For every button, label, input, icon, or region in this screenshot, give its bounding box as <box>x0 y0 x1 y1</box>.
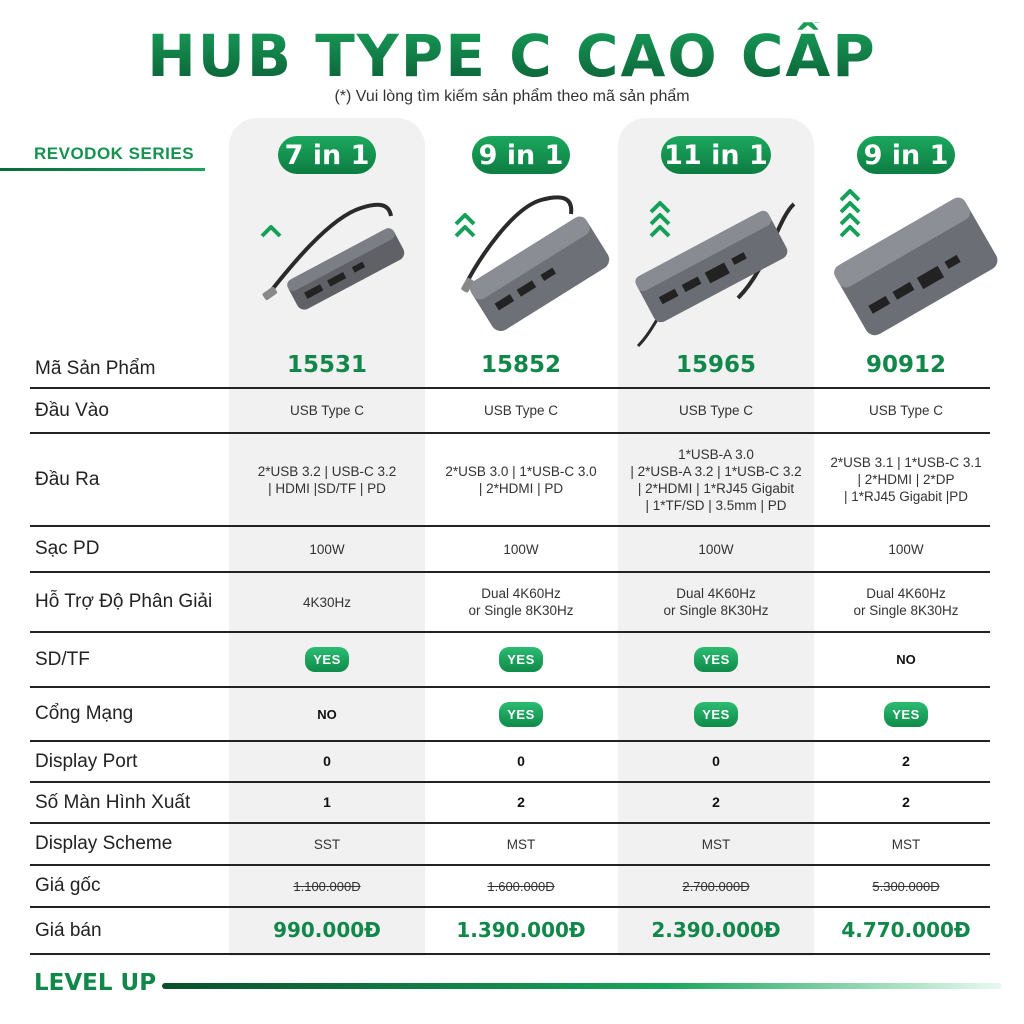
cell-displayport-2: 0 <box>517 753 525 769</box>
product-code-3: 15965 <box>675 352 757 378</box>
series-label: REVODOK SERIES <box>34 144 195 163</box>
cell-original_price-2 <box>423 866 619 906</box>
cell-network-1 <box>229 688 425 740</box>
cell-sale_price-1: 990.000Đ <box>273 918 381 942</box>
cell-output-3 <box>618 434 814 525</box>
cell-screens-2: 2 <box>517 794 525 810</box>
page-title: HUB TYPE C CAO CẤP <box>0 22 1024 90</box>
row-label-resolution: Hỗ Trợ Độ Phân Giải <box>35 591 213 612</box>
cell-lines <box>663 585 768 619</box>
cell-line: or Single 8K30Hz <box>663 603 769 618</box>
row-divider <box>30 953 990 955</box>
yes-badge: YES <box>694 647 738 672</box>
cell-pd-1: 100W <box>309 541 345 557</box>
product-badge-2: 9 in 1 <box>472 136 570 174</box>
cell-output-2 <box>423 434 619 525</box>
row-label-output: Đầu Ra <box>35 468 100 490</box>
product-code-2: 15852 <box>480 352 562 378</box>
cell-line: 2*USB 3.0 | 1*USB-C 3.0 <box>445 463 597 479</box>
cell-resolution-4 <box>808 573 1004 631</box>
original-price: 5.300.000Đ <box>872 878 940 894</box>
cell-input-1: USB Type C <box>289 403 365 418</box>
cell-line: | HDMI |SD/TF | PD <box>268 480 386 496</box>
cell-lines <box>830 454 981 505</box>
cell-line: | 2*HDMI | 2*DP <box>857 472 955 487</box>
row-label-scheme: Display Scheme <box>35 833 173 854</box>
original-price: 1.600.000Đ <box>487 878 555 894</box>
cell-sale_price-3: 2.390.000Đ <box>651 918 781 942</box>
cell-sale_price-4: 4.770.000Đ <box>841 918 971 942</box>
cell-lines <box>468 585 573 619</box>
cell-pd-4: 100W <box>888 541 924 557</box>
cell-scheme-3: MST <box>701 836 731 852</box>
no-label: NO <box>317 706 337 722</box>
cell-line: 1*USB-A 3.0 <box>678 446 754 462</box>
cell-line: 2*USB 3.1 | 1*USB-C 3.1 <box>830 455 982 470</box>
cell-output-4 <box>808 434 1004 525</box>
product-code-4: 90912 <box>865 352 947 378</box>
cell-sdtf-4 <box>808 633 1004 686</box>
cell-network-2 <box>423 688 619 740</box>
no-label: NO <box>896 652 916 667</box>
cell-network-3 <box>618 688 814 740</box>
cell-original_price-4 <box>808 866 1004 906</box>
row-label-screens: Số Màn Hình Xuất <box>35 791 191 813</box>
product-badge-4: 9 in 1 <box>857 136 955 174</box>
original-price: 1.100.000Đ <box>293 878 361 894</box>
row-label-displayport: Display Port <box>35 750 138 772</box>
cell-line: Dual 4K60Hz <box>676 586 756 601</box>
row-label-network: Cổng Mạng <box>35 703 134 724</box>
cell-line: | 1*RJ45 Gigabit |PD <box>843 489 969 504</box>
cell-resolution-2 <box>423 573 619 631</box>
level-chevron-icon <box>648 188 672 249</box>
cell-scheme-4: MST <box>891 836 921 852</box>
row-label-pd: Sạc PD <box>35 538 100 559</box>
cell-input-3: USB Type C <box>678 403 754 418</box>
cell-lines <box>853 585 958 619</box>
cell-screens-4: 2 <box>902 794 910 810</box>
cell-pd-3: 100W <box>698 541 734 557</box>
footer-line <box>162 983 1002 989</box>
cell-original_price-3 <box>618 866 814 906</box>
cell-displayport-3: 0 <box>712 753 720 769</box>
cell-line: 4K30Hz <box>302 594 352 610</box>
cell-line: | 2*USB-A 3.2 | 1*USB-C 3.2 <box>630 463 802 479</box>
row-label-sale_price: Giá bán <box>35 919 102 941</box>
level-chevron-icon <box>453 188 477 249</box>
product-badge-1: 7 in 1 <box>278 136 376 174</box>
cell-line: Dual 4K60Hz <box>481 586 561 601</box>
row-label-sdtf: SD/TF <box>35 648 90 670</box>
cell-screens-3: 2 <box>712 794 720 810</box>
cell-line: | 2*HDMI | PD <box>478 480 564 496</box>
yes-badge: YES <box>694 702 738 727</box>
cell-sdtf-2 <box>423 633 619 686</box>
cell-displayport-1: 0 <box>323 753 331 769</box>
cell-line: | 2*HDMI | 1*RJ45 Gigabit <box>637 480 795 496</box>
yes-badge: YES <box>499 647 543 672</box>
cell-line: 2*USB 3.2 | USB-C 3.2 <box>257 463 397 479</box>
level-chevron-icon <box>838 188 862 249</box>
series-underline <box>0 168 205 171</box>
cell-line: or Single 8K30Hz <box>468 603 574 618</box>
cell-lines <box>303 594 351 611</box>
cell-lines <box>445 463 596 497</box>
product-badge-3: 11 in 1 <box>661 136 771 174</box>
yes-badge: YES <box>305 647 349 672</box>
yes-badge: YES <box>884 702 928 727</box>
cell-network-4 <box>808 688 1004 740</box>
page-subtitle: (*) Vui lòng tìm kiếm sản phẩm theo mã sản phẩm <box>334 88 690 105</box>
cell-scheme-1: SST <box>313 836 341 852</box>
cell-line: | 1*TF/SD | 3.5mm | PD <box>645 497 787 513</box>
cell-displayport-4: 2 <box>902 753 910 769</box>
cell-original_price-1 <box>229 866 425 906</box>
row-label-original_price: Giá gốc <box>35 875 101 896</box>
cell-pd-2: 100W <box>503 541 539 557</box>
cell-input-4: USB Type C <box>868 403 944 418</box>
cell-resolution-1 <box>229 573 425 631</box>
row-label-code: Mã Sản Phẩm <box>35 358 156 379</box>
cell-output-1 <box>229 434 425 525</box>
cell-lines <box>258 463 397 497</box>
cell-lines <box>630 446 801 514</box>
cell-line: or Single 8K30Hz <box>853 603 959 618</box>
original-price: 2.700.000Đ <box>682 878 750 894</box>
cell-line: Dual 4K60Hz <box>866 586 946 601</box>
footer-label: LEVEL UP <box>34 970 157 996</box>
cell-screens-1: 1 <box>323 794 331 810</box>
cell-sale_price-2: 1.390.000Đ <box>456 918 586 942</box>
cell-resolution-3 <box>618 573 814 631</box>
level-chevron-icon <box>259 188 283 249</box>
row-label-input: Đầu Vào <box>35 399 109 421</box>
product-code-1: 15531 <box>286 352 368 378</box>
yes-badge: YES <box>499 702 543 727</box>
cell-sdtf-1 <box>229 633 425 686</box>
cell-input-2: USB Type C <box>483 403 559 418</box>
cell-sdtf-3 <box>618 633 814 686</box>
cell-scheme-2: MST <box>506 836 536 852</box>
